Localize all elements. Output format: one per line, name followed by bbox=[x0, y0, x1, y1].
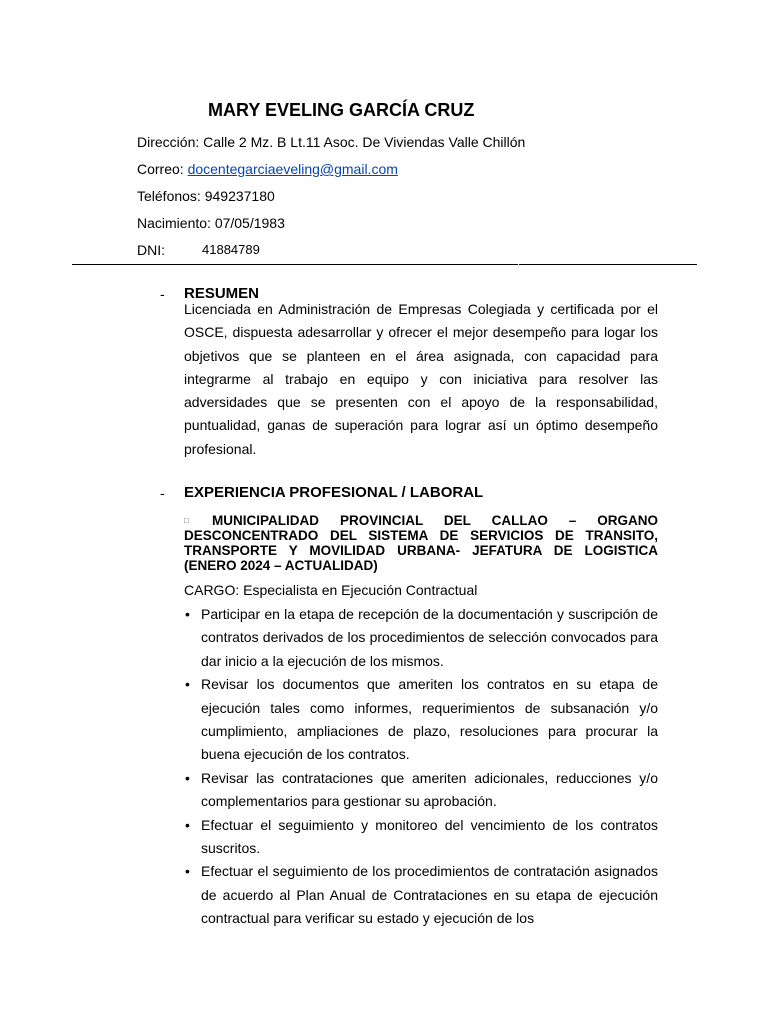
experiencia-heading: EXPERIENCIA PROFESIONAL / LABORAL bbox=[184, 484, 484, 501]
employer-heading bbox=[184, 513, 658, 573]
checkbox-glyph-icon: □ bbox=[184, 516, 207, 525]
address-label: Dirección: bbox=[137, 134, 200, 150]
employer-name: MUNICIPALIDAD PROVINCIAL DEL CALLAO – ORGANO DESCONCENTRADO DEL SISTEMA DE SERVICIOS DE TRANSITO, TRANSPORTE Y MOVILIDAD URBANA- JEFATURA DE LOGISTICA (ENERO 2024 – ACTUALIDAD) bbox=[184, 513, 658, 573]
email-link[interactable]: docentegarciaeveling@gmail.com bbox=[187, 161, 398, 177]
phone-value: 949237180 bbox=[204, 188, 275, 204]
list-item: • Efectuar el seguimiento y monitoreo del vencimiento de los contratos suscritos. bbox=[184, 814, 658, 861]
phone-line bbox=[137, 188, 275, 204]
job-position: CARGO: Especialista en Ejecución Contractual bbox=[184, 582, 478, 598]
duties-list bbox=[184, 603, 658, 931]
address-value: Calle 2 Mz. B Lt.11 Asoc. De Viviendas Valle Chillón bbox=[203, 134, 526, 150]
bullet-icon: • bbox=[185, 816, 190, 833]
dni-label: DNI: bbox=[137, 242, 165, 258]
dni-value: 41884789 bbox=[202, 242, 260, 257]
list-item: • Participar en la etapa de recepción de la documentación y suscripción de contratos derivados de los procedimientos de selección convocados para dar inicio a la ejecución de los mismos. bbox=[184, 603, 658, 673]
resumen-text: Licenciada en Administración de Empresas Colegiada y certificada por el OSCE, dispuesta adesarrollar y ofrecer el mejor desempeño para logar los objetivos que se planteen en el área asignada, con capacidad para integrarme al trabajo en equipo y con iniciativa para resolver las adversidades que se presenten con el apoyo de la responsabilidad, puntualidad, ganas de superación para lograr así un óptimo desempeño profesional. bbox=[184, 301, 658, 457]
birth-line bbox=[137, 215, 285, 231]
bullet-icon: • bbox=[185, 676, 190, 693]
divider-right bbox=[519, 264, 697, 265]
email-line bbox=[137, 161, 398, 177]
bullet-icon: • bbox=[185, 769, 190, 786]
birth-label: Nacimiento: bbox=[137, 215, 211, 231]
birth-value: 07/05/1983 bbox=[214, 215, 285, 231]
list-item: • Revisar los documentos que ameriten los contratos en su etapa de ejecución tales como informes, requerimientos de subsanación y/o cumplimiento, ampliaciones de plazo, resoluciones para procurar la buena ejecución de los contratos. bbox=[184, 673, 658, 767]
candidate-name: MARY EVELING GARCÍA CRUZ bbox=[208, 100, 475, 120]
bullet-icon: • bbox=[185, 863, 190, 880]
bullet-icon: • bbox=[185, 606, 190, 622]
experiencia-dash: - bbox=[160, 485, 165, 501]
email-label: Correo: bbox=[137, 161, 184, 177]
divider-left bbox=[72, 264, 518, 265]
list-item: • Revisar las contrataciones que ameriten adicionales, reducciones y/o complementarios para gestionar su aprobación. bbox=[184, 767, 658, 814]
resumen-heading: RESUMEN bbox=[184, 285, 260, 302]
list-item: • Efectuar el seguimiento de los procedimientos de contratación asignados de acuerdo al Plan Anual de Contrataciones en su etapa de ejecución contractual para verificar su estado y ejecución de los bbox=[184, 860, 658, 930]
phone-label: Teléfonos: bbox=[137, 188, 201, 204]
resumen-dash: - bbox=[160, 286, 165, 302]
address-line bbox=[137, 134, 525, 150]
